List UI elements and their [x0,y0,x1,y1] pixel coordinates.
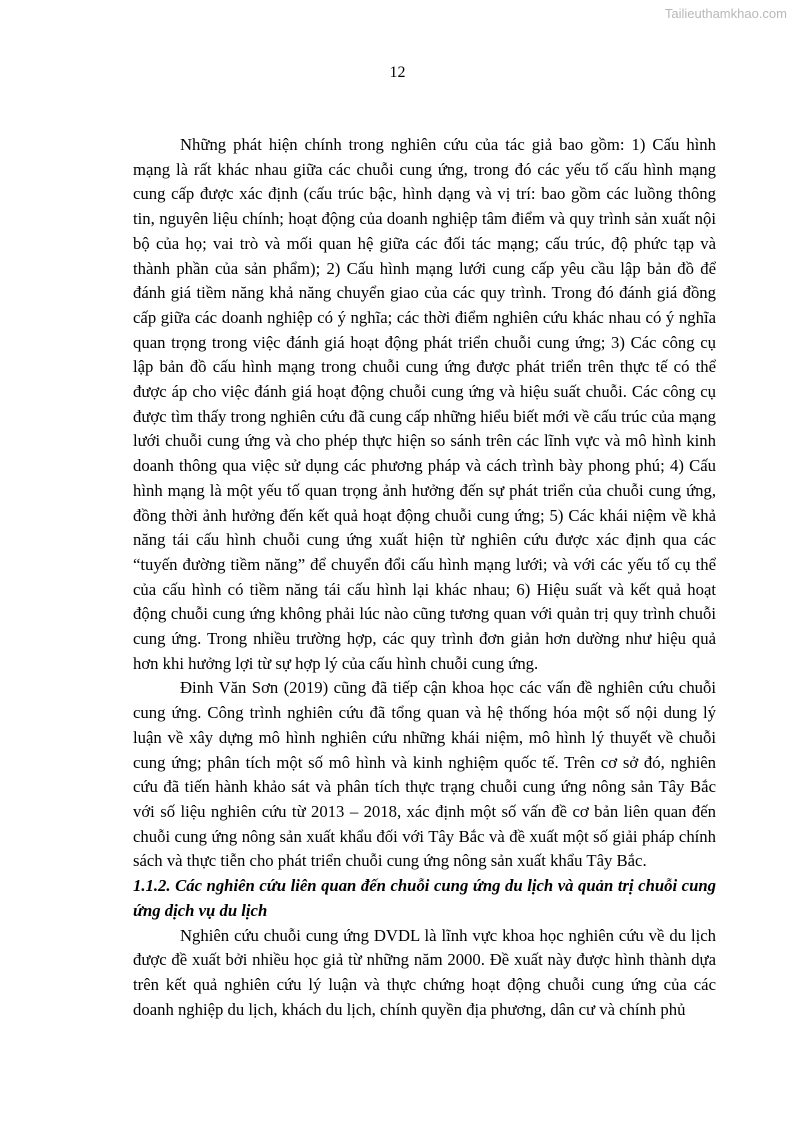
page-number: 12 [389,64,406,81]
paragraph-dinh-van-son: Đinh Văn Sơn (2019) cũng đã tiếp cận khoa học các vấn đề nghiên cứu chuỗi cung ứng. Công trình nghiên cứu đã tổng quan và hệ thống hóa một số nội dung lý luận về xây dựng mô hình nghiên cứu những khái niệm, mô hình lý thuyết về chuỗi cung ứng; phân tích một số mô hình và kinh nghiệm quốc tế. Trên cơ sở đó, nghiên cứu đã tiến hành khảo sát và phân tích thực trạng chuỗi cung ứng nông sản Tây Bắc với số liệu nghiên cứu từ 2013 – 2018, xác định một số vấn đề cơ bản liên quan đến chuỗi cung ứng nông sản xuất khẩu đối với Tây Bắc và đề xuất một số giải pháp chính sách và thực tiễn cho phát triển chuỗi cung ứng nông sản xuất khẩu Tây Bắc. [133,678,716,871]
watermark: Tailieuthamkhao.com [664,6,787,21]
document-body [133,133,716,1022]
section-heading: 1.1.2. Các nghiên cứu liên quan đến chuỗi cung ứng du lịch và quản trị chuỗi cung ứng dịch vụ du lịch [133,876,716,920]
paragraph-findings: Những phát hiện chính trong nghiên cứu của tác giả bao gồm: 1) Cấu hình mạng là rất khác nhau giữa các chuỗi cung ứng, trong đó các yếu tố cấu hình mạng cung cấp được xác định (cấu trúc bậc, hình dạng và vị trí: bao gồm các luồng thông tin, nguyên liệu chính; hoạt động của doanh nghiệp tâm điểm và quy trình sản xuất nội bộ của họ; vai trò và mối quan hệ giữa các đối tác mạng; cấu trúc, độ phức tạp và thành phần của sản phẩm); 2) Cấu hình mạng lưới cung cấp yêu cầu lập bản đồ để đánh giá tiềm năng khả năng chuyển giao của các quy trình. Trong đó đánh giá đồng cấp giữa các doanh nghiệp có ý nghĩa; các thời điểm nghiên cứu khác nhau có ý nghĩa quan trọng trong việc đánh giá hoạt động phát triển chuỗi cung ứng; 3) Các công cụ lập bản đồ cấu hình mạng trong chuỗi cung ứng được phát triển trên thực tế có thể được áp cho việc đánh giá hoạt động chuỗi cung ứng và hiệu suất chuỗi. Các công cụ được tìm thấy trong nghiên cứu đã cung cấp những hiểu biết mới về cấu trúc của mạng lưới chuỗi cung ứng và cho phép thực hiện so sánh trên các lĩnh vực và mô hình kinh doanh thông qua việc sử dụng các phương pháp và cách trình bày phong phú; 4) Cấu hình mạng là một yếu tố quan trọng ảnh hưởng đến sự phát triển của chuỗi cung ứng, đồng thời ảnh hưởng đến kết quả hoạt động chuỗi cung ứng; 5) Các khái niệm về khả năng tái cấu hình chuỗi cung ứng xuất hiện từ nghiên cứu được xác định qua các “tuyến đường tiềm năng” để chuyển đổi cấu hình mạng lưới; và với các yếu tố cụ thể của cấu hình có tiềm năng tái cấu hình lại khác nhau; 6) Hiệu suất và kết quả hoạt động chuỗi cung ứng không phải lúc nào cũng tương quan với quản trị quy trình chuỗi cung ứng. Trong nhiều trường hợp, các quy trình đơn giản hơn dường như hiệu quả hơn khi hưởng lợi từ sự hợp lý của cấu hình chuỗi cung ứng. [133,135,716,673]
paragraph-tourism-supply-chain: Nghiên cứu chuỗi cung ứng DVDL là lĩnh vực khoa học nghiên cứu về du lịch được đề xuất bởi nhiều học giả từ những năm 2000. Đề xuất này được hình thành dựa trên kết quả nghiên cứu lý luận và thực chứng hoạt động chuỗi cung ứng của các doanh nghiệp du lịch, khách du lịch, chính quyền địa phương, dân cư và chính phủ [133,925,716,1019]
